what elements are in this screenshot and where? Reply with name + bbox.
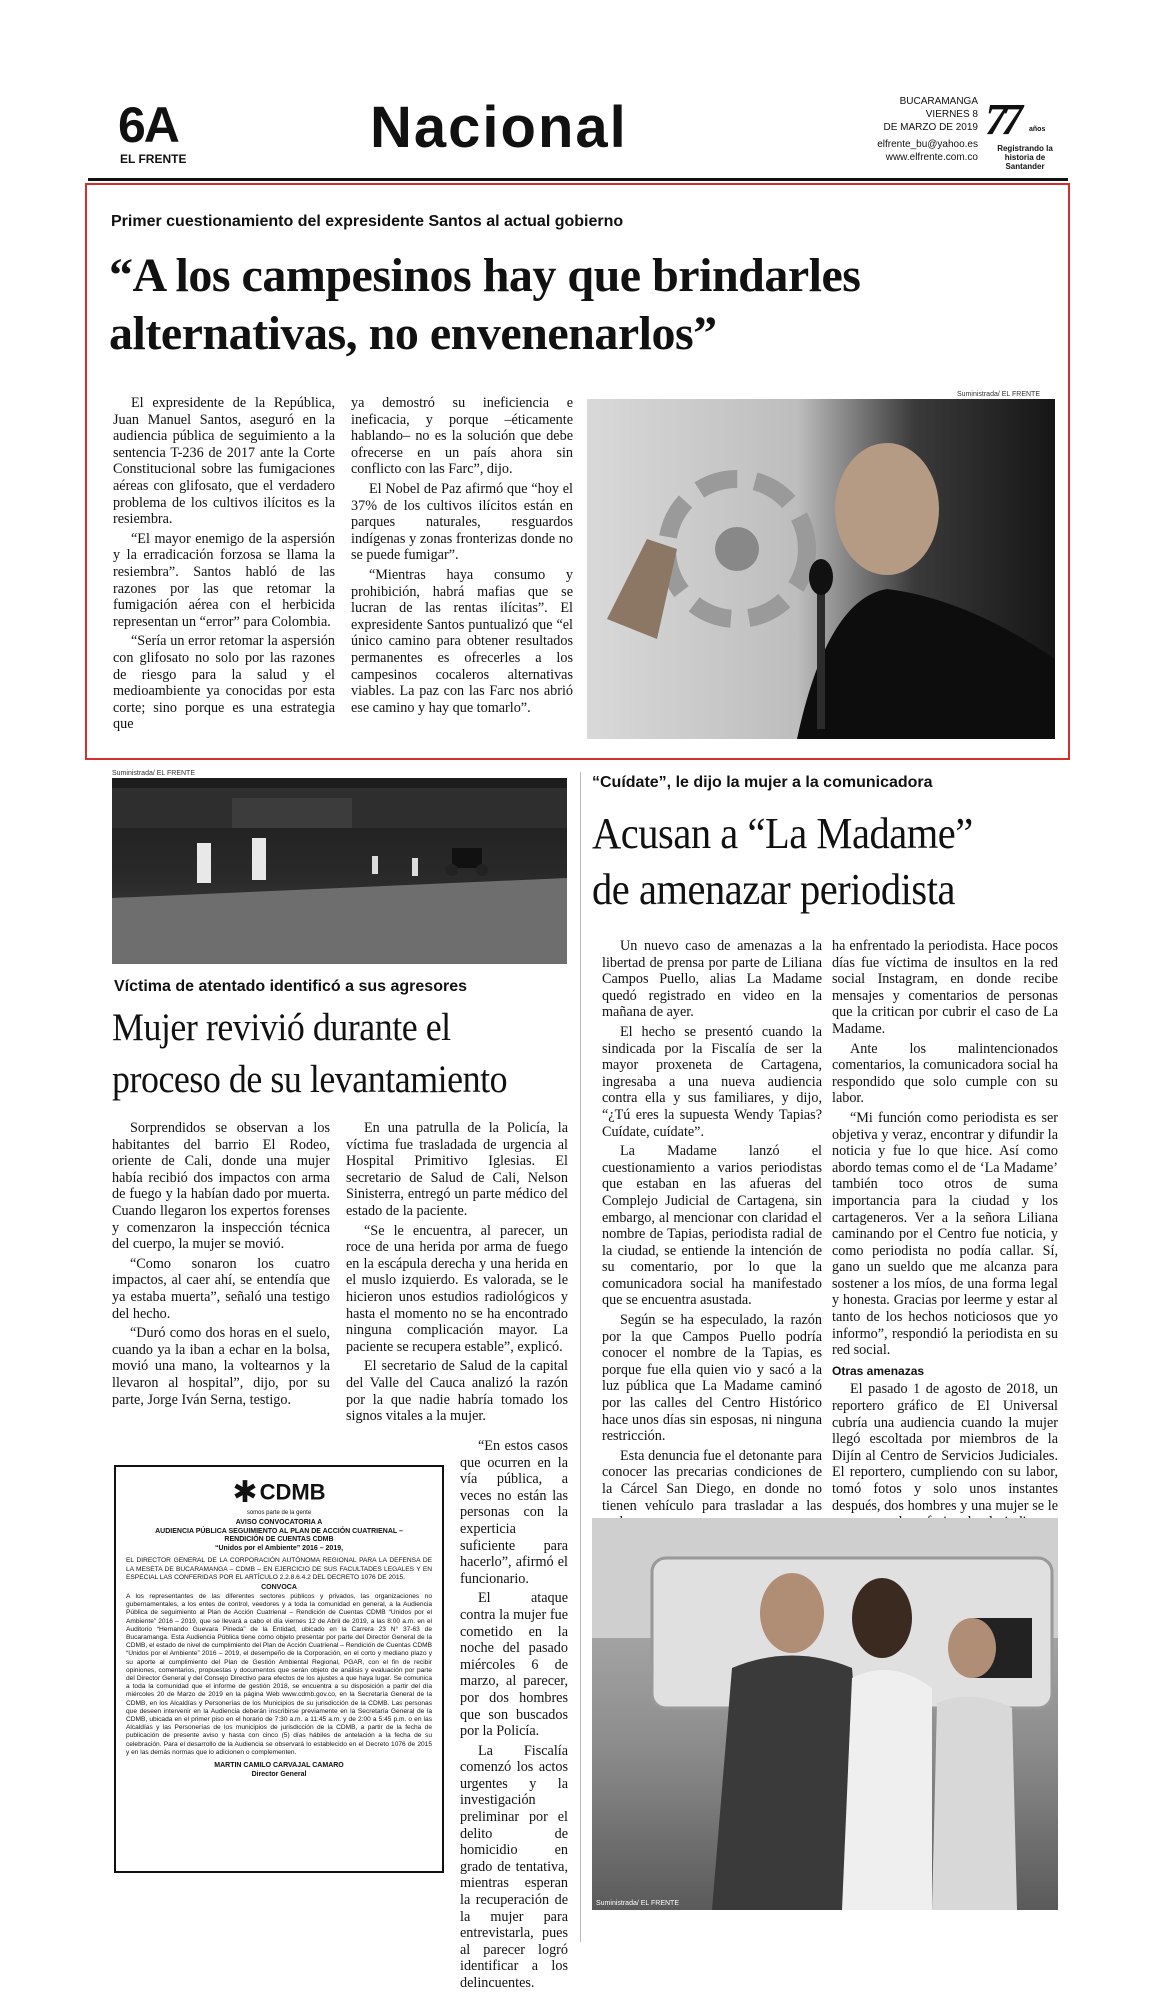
- city: BUCARAMANGA: [899, 96, 978, 107]
- cdmb-logo: [126, 1475, 432, 1516]
- paragraph: En una patrulla de la Policía, la víctima fue trasladada de urgencia al Hospital Primitivo Iglesias. El secretario de Salud de Cali, Nelson Sinisterra, entregó un parte médico del estado de la paciente.: [346, 1120, 568, 1219]
- paragraph: El hecho se presentó cuando la sindicada por la Fiscalía de ser la mayor proxeneta de Cartagena, ingresaba a una nueva audiencia contra ella y sus familiares, y dijo, “¿Tú eres la supuesta Wendy Tapias? Cuídate, cuídate”.: [602, 1023, 822, 1140]
- paragraph: Esta denuncia fue el detonante para conocer las precarias condiciones de la Cárcel San Diego, en donde no tienen vehículo para trasladar a las: [602, 1447, 822, 1514]
- article-column-1: [602, 938, 822, 1590]
- headline-line-2: alternativas, no envenenarlos”: [109, 307, 717, 360]
- signer-title: Director General: [251, 1771, 307, 1779]
- article-headline: [109, 247, 1059, 363]
- paragraph: Según se ha especulado, la razón por la que Campos Puello podría conocer el nombre de la Tapias, es porque fue ella quien vio y sacó a la luz pública que La Madame caminó por las calles del Centro Histórico hace unos días sin esposas, ni ninguna restricción.: [602, 1312, 822, 1445]
- notice-title-4: “Unidos por el Ambiente” 2016 – 2019,: [214, 1544, 344, 1552]
- paragraph: Un nuevo caso de amenazas a la libertad de prensa por parte de Liliana Campos Puello, alias La Madame quedó registrado en video en la mañana de ayer.: [602, 938, 822, 1021]
- article-column-3: [460, 1438, 568, 1995]
- paragraph: El ataque contra la mujer fue cometido en la noche del pasado miércoles 6 de marzo, al parecer, por dos hombres que son buscados por la Policía.: [460, 1590, 568, 1740]
- headline-line-1: Acusan a “La Madame”: [592, 809, 973, 858]
- email: elfrente_bu@yahoo.es: [877, 139, 978, 150]
- section-title: Nacional: [370, 95, 628, 160]
- headline-line-1: Mujer revivió durante el: [112, 1006, 451, 1049]
- notice-intro: EL DIRECTOR GENERAL DE LA CORPORACIÓN AUTÓNOMA REGIONAL PARA LA DEFENSA DE LA MESETA DE BUCARAMANGA – CDMB – EN EJERCICIO DE SUS FACULTADES LEGALES Y EN ESPECIAL LAS CONFERIDAS POR EL ARTÍCULO 2.2.8.6.4.2 DEL DECRETO 1076 DE 2015.: [126, 1557, 432, 1581]
- paper-name: EL FRENTE: [120, 152, 187, 166]
- article-column-1: [113, 395, 335, 736]
- paragraph: “Mi función como periodista es ser objetiva y veraz, encontrar y difundir la noticia y fue lo que hice. Así como abordo temas como el de ‘La Madame’ también toco otros de suma importancia para la ciudad y los cartageneros. Ver a la señora Liliana caminando por el Centro fue noticia, y como periodista no podía callar. Sí, gano un sueldo que me alcanza para sostener a los míos, de una forma legal y honesta. Gracias por leerme y estar al tanto de los hechos noticiosos que yo informo”, respondió la periodista en su red social.: [832, 1109, 1058, 1359]
- notice-title: [126, 1519, 432, 1553]
- article-cali: [112, 770, 570, 1991]
- paragraph: El secretario de Salud de la capital del Valle del Cauca analizó la razón por la que nadie habría tomado los signos vitales a la mujer.: [346, 1358, 568, 1425]
- page-number: 6A: [118, 97, 178, 153]
- notice-body: A los representantes de las diferentes sectores públicos y privados, las organizaciones no gubernamentales, a los entes de control, veedores y a toda la comunidad en general, a la Audiencia Pública de seguimiento al Plan de Acción Cuatrienal – Rendición de Cuentas CDMB “Unidos por el Ambiente” 2016 – 2019, que se llevará a cabo el día viernes 12 de Abril de 2019, a las 8:00 a.m. en el Auditorio “Hernando Guevara Pineda” de la Entidad, ubicado en la Carrera 23 N° 37-63 de Bucaramanga. Esta Audiencia Pública tiene como objeto presentar por parte del Director General de la CDMB, el estado de nivel de cumplimiento del Plan de Acción Cuatrienal – Rendición de Cuentas CDMB “Unidos por el Ambiente” 2016 – 2019, el desempeño de la Corporación, en el corto y mediano plazo y su aporte al cumplimiento del Plan de Gestión Ambiental Regional, PGAR, con el fin de recibir opiniones, comentarios, propuestas y documentos que serán objeto de análisis y evaluación por parte del Director General y del Consejo Directivo para efectos de los ajustes a que haya lugar. Se comunica a toda la comunidad que el informe de gestión 2018, se encuentra a su disposición a partir del día miércoles 20 de Marzo de 2019 en la página Web www.cdmb.gov.co, en la Secretaría General de la CDMB, en los Alcaldías y Personerías de los Municipios de su jurisdicción de la CDMB. Las personas que deseen intervenir en la Audiencia deberán inscribirse previamente en la Secretaría General de la CDMB, ubicada en el primer piso en el horario de 7:30 a.m. a 11:45 a.m. y de 2:00 a 5:45 p.m. o en las Alcaldías y las Personerías de los municipios de jurisdicción de la CDMB, a partir de la fecha de publicación de presente aviso y hasta con cinco (5) días hábiles de antelación a la fecha de su celebración. Para el desarrollo de la Audiencia se observará lo establecido en el Decreto 1076 de 2015 y en las demás normas que lo adicionen o complementen.: [126, 1592, 432, 1756]
- paragraph: El expresidente de la República, Juan Manuel Santos, aseguró en la audiencia pública de seguimiento a la sentencia T-236 de 2017 ante la Corte Constitucional sobre las fumigaciones aéreas con glifosato, que el verdadero problema de los cultivos ilícitos es la resiembra.: [113, 395, 335, 528]
- cdmb-logo-mark: ✱: [232, 1476, 256, 1509]
- paragraph: El pasado 1 de agosto de 2018, un reportero gráfico de El Universal cubría una audiencia cuando la mujer llegó escoltada por miembros de la Dijín al Centro de Servicios Judiciales. El reportero, cumpliendo con su labor, tomó fotos y solo unos instantes después, dos hombres y una mujer se le: [832, 1381, 1058, 1514]
- page-header: [0, 0, 1158, 190]
- anniversary-logo: [985, 96, 1065, 176]
- paragraph: “Sería un error retomar la aspersión con glifosato no solo por las razones de riesgo para la salud y el medioambiente ya conocidas por esta corte; sino porque es una estrategia que: [113, 633, 335, 733]
- headline-line-2: de amenazar periodista: [592, 865, 955, 914]
- cdmb-public-notice: [114, 1465, 444, 1873]
- header-dateline: [858, 95, 978, 164]
- notice-title-3: RENDICIÓN DE CUENTAS CDMB: [224, 1536, 334, 1544]
- article-madame: [592, 770, 1062, 1960]
- article-kicker: Primer cuestionamiento del expresidente Santos al actual gobierno: [111, 213, 624, 230]
- article-kicker: Víctima de atentado identificó a sus agresores: [114, 978, 467, 995]
- article-headline: [112, 1002, 535, 1106]
- notice-title-1: AVISO CONVOCATORIA A: [235, 1519, 323, 1526]
- santos-photo: [587, 399, 1055, 739]
- madame-photo: [592, 1518, 1058, 1910]
- notice-signature: [126, 1761, 432, 1779]
- article-column-2: [346, 1120, 568, 1428]
- date-month: DE MARZO DE 2019: [883, 122, 978, 133]
- column-divider: [580, 772, 581, 1942]
- article-santos: [85, 183, 1070, 760]
- photo-credit: Suministrada/ EL FRENTE: [112, 770, 195, 777]
- paragraph: La Fiscalía comenzó los actos urgentes y la investigación preliminar por el delito de homicidio en grado de tentativa, mientras esperan la recuperación de la mujer para entrevistarla, pues al parecer logró identificar a los delincuentes.: [460, 1742, 568, 1991]
- logo-sub: años: [1029, 126, 1046, 133]
- article-column-2: [832, 938, 1058, 1567]
- cdmb-logo-text: CDMB: [259, 1479, 326, 1505]
- photo-placeholder-graphic: [112, 778, 567, 964]
- cdmb-logo-sub: somos parte de la gente: [246, 1510, 312, 1516]
- headline-line-1: “A los campesinos hay que brindarles: [109, 249, 861, 302]
- article-kicker: “Cuídate”, le dijo la mujer a la comunicadora: [592, 774, 933, 791]
- article-column-2: [351, 395, 573, 719]
- notice-convoca: CONVOCA: [261, 1583, 297, 1591]
- photo-placeholder-graphic: [592, 1518, 1058, 1910]
- paragraph: Sorprendidos se observan a los habitantes del barrio El Rodeo, oriente de Cali, donde una mujer había recibió dos impactos con arma de fuego y la habían dado por muerta. Cuando llegaron los expertos forenses y comenzaron la inspección técnica del cuerpo, la mujer se movió.: [112, 1120, 330, 1253]
- date-weekday: VIERNES 8: [925, 109, 978, 120]
- photo-placeholder-graphic: [587, 399, 1055, 739]
- header-rule: [88, 178, 1068, 181]
- photo-credit: Suministrada/ EL FRENTE: [957, 391, 1040, 398]
- paragraph: El Nobel de Paz afirmó que “hoy el 37% de los cultivos ilícitos están en parques naturales, resguardos indígenas y zonas fronterizas donde no se puede fumigar”.: [351, 480, 573, 564]
- logo-number: 77: [985, 95, 1017, 144]
- signer-name: MARTIN CAMILO CARVAJAL CAMARO: [214, 1762, 344, 1770]
- article-headline: [592, 806, 1024, 918]
- crime-scene-photo: [112, 778, 567, 964]
- notice-title-2: AUDIENCIA PÚBLICA SEGUIMIENTO AL PLAN DE ACCIÓN CUATRIENAL –: [155, 1527, 403, 1535]
- paragraph: “Se le encuentra, al parecer, un roce de una herida por arma de fuego en la escápula derecha y una herida en el muslo izquierdo. Es valorada, se le hicieron unos estudios radiológicos y hasta el momento no se ha encontrado ninguna complicación mayor. La paciente se recupera estable”, explicó.: [346, 1222, 568, 1355]
- paragraph: “Duró como dos horas en el suelo, cuando ya la iban a echar en la bolsa, movió una mano, la voltearnos y la llevaron al hospital”, dijo, por su parte, Jorge Iván Serna, testigo.: [112, 1325, 330, 1408]
- subheading: Otras amenazas: [832, 1363, 925, 1378]
- article-column-1: [112, 1120, 330, 1411]
- paragraph: ya demostró su ineficiencia e ineficacia, y porque –éticamente hablando– no es la solución que debe ofrecerse en un país ahora sin conflicto con las Farc”, dijo.: [351, 395, 573, 478]
- logo-tagline: Registrando la historia de Santander: [997, 144, 1053, 171]
- paragraph: “Mientras haya consumo y prohibición, habrá mafias que se lucran de las rentas ilícitas”. El expresidente Santos puntualizó que “el único camino para obtener resultados permanentes es ofrecerles a los campesinos cocaleros alternativas viables. La paz con las Farc nos abrió ese camino y hay que tomarlo”.: [351, 566, 573, 716]
- headline-line-2: proceso de su levantamiento: [112, 1058, 508, 1101]
- photo-credit: Suministrada/ EL FRENTE: [596, 1900, 679, 1907]
- paragraph: “El mayor enemigo de la aspersión y la erradicación forzosa se llama la resiembra”. Santos habló de las razones por las que retomar la fumigación aérea con el herbicida representan un “error” para Colombia.: [113, 530, 335, 630]
- paragraph: “En estos casos que ocurren en la vía pública, a veces no están las personas con la experticia suficiente para hacerlo”, afirmó el funcionario.: [460, 1438, 568, 1587]
- paragraph: Ante los malintencionados comentarios, la comunicadora social ha respondido que solo cumple con su labor.: [832, 1040, 1058, 1107]
- paragraph: La Madame lanzó el cuestionamiento a varios periodistas que estaban en las afueras del Complejo Judicial de Cartagena, sin embargo, al mencionar con claridad el nombre de Tapias, periodista radial de la ciudad, se entiende la intención de su comentario, por lo que la comunicadora social ha manifestado que se encuentra asustada.: [602, 1143, 822, 1309]
- website: www.elfrente.com.co: [885, 152, 978, 163]
- paragraph: ha enfrentado la periodista. Hace pocos días fue víctima de insultos en la red social Instagram, en donde recibe mensajes y comentarios de personas que la critican por cubrir el caso de La Madame.: [832, 938, 1058, 1037]
- paragraph: “Como sonaron los cuatro impactos, al caer ahí, se entendía que ya estaba muerta”, señaló una testigo del hecho.: [112, 1255, 330, 1322]
